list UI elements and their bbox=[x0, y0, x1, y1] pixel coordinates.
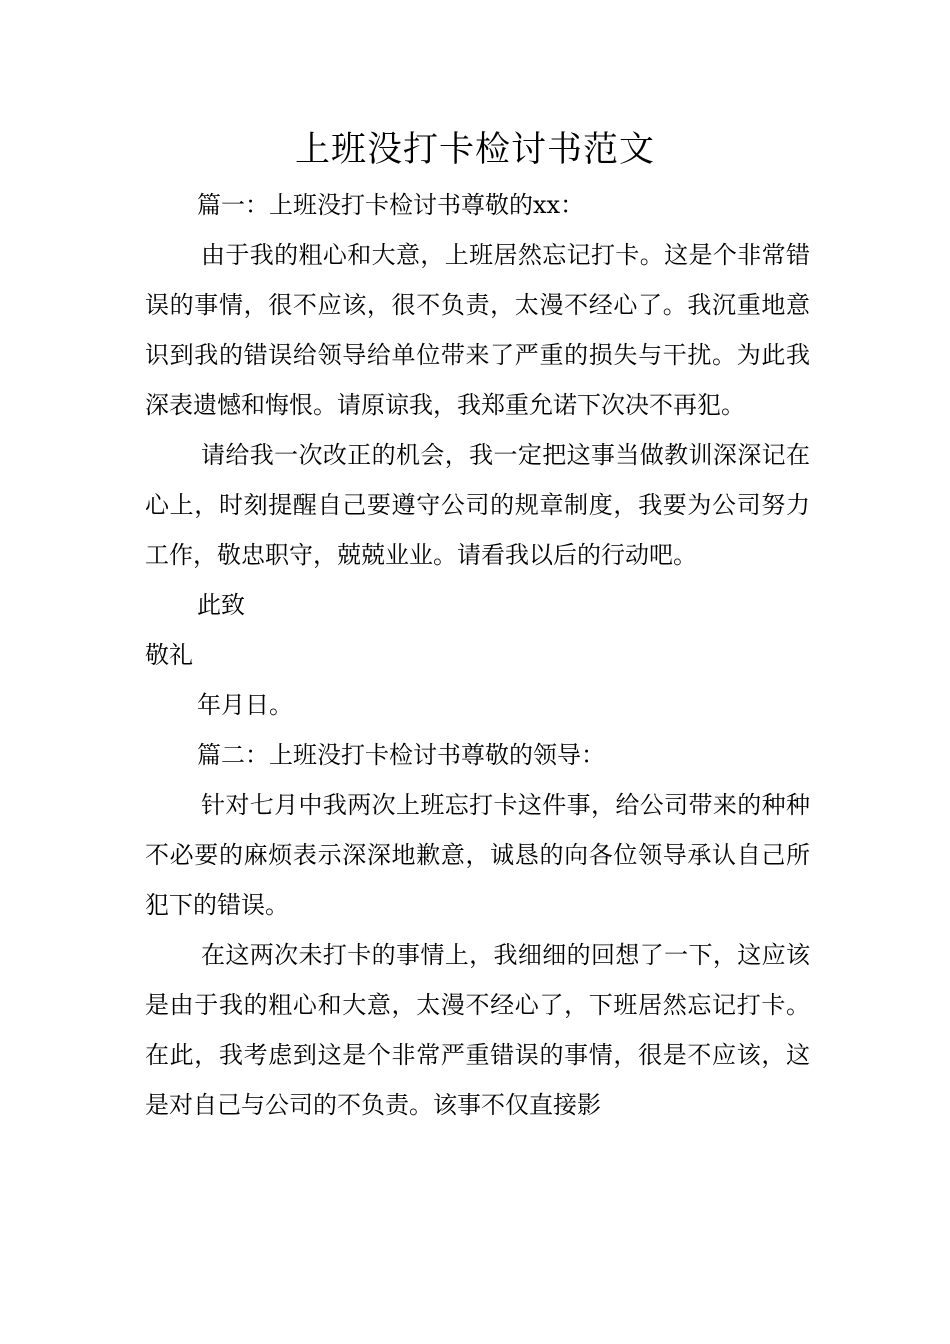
closing-regards: 敬礼 bbox=[145, 641, 193, 669]
paragraph: 在这两次未打卡的事情上，我细细的回想了一下，这应该是由于我的粗心和大意，太漫不经心了，下班居然忘记打卡。在此，我考虑到这是个非常严重错误的事情，很是不应该，这是对自己与公司的不负责。该事不仅直接影 bbox=[145, 941, 810, 1119]
date-line: 年月日。 bbox=[197, 691, 293, 719]
paragraph: 由于我的粗心和大意，上班居然忘记打卡。这是个非常错误的事情，很不应该，很不负责，太漫不经心了。我沉重地意识到我的错误给领导给单位带来了严重的损失与干扰。为此我深表遗憾和悔恨。请原谅我，我郑重允诺下次决不再犯。 bbox=[145, 241, 810, 419]
section-heading-2: 篇二：上班没打卡检讨书尊敬的领导： bbox=[197, 741, 605, 769]
paragraph: 针对七月中我两次上班忘打卡这件事，给公司带来的种种不必要的麻烦表示深深地歉意，诚恳的向各位领导承认自己所犯下的错误。 bbox=[145, 791, 810, 919]
section-heading-1: 篇一：上班没打卡检讨书尊敬的xx： bbox=[197, 191, 585, 219]
closing-salutation: 此致 bbox=[197, 591, 245, 619]
document-title: 上班没打卡检讨书范文 bbox=[294, 130, 655, 170]
paragraph: 请给我一次改正的机会，我一定把这事当做教训深深记在心上，时刻提醒自己要遵守公司的规章制度，我要为公司努力工作，敬忠职守，兢兢业业。请看我以后的行动吧。 bbox=[145, 441, 810, 569]
document-body bbox=[145, 180, 810, 1130]
